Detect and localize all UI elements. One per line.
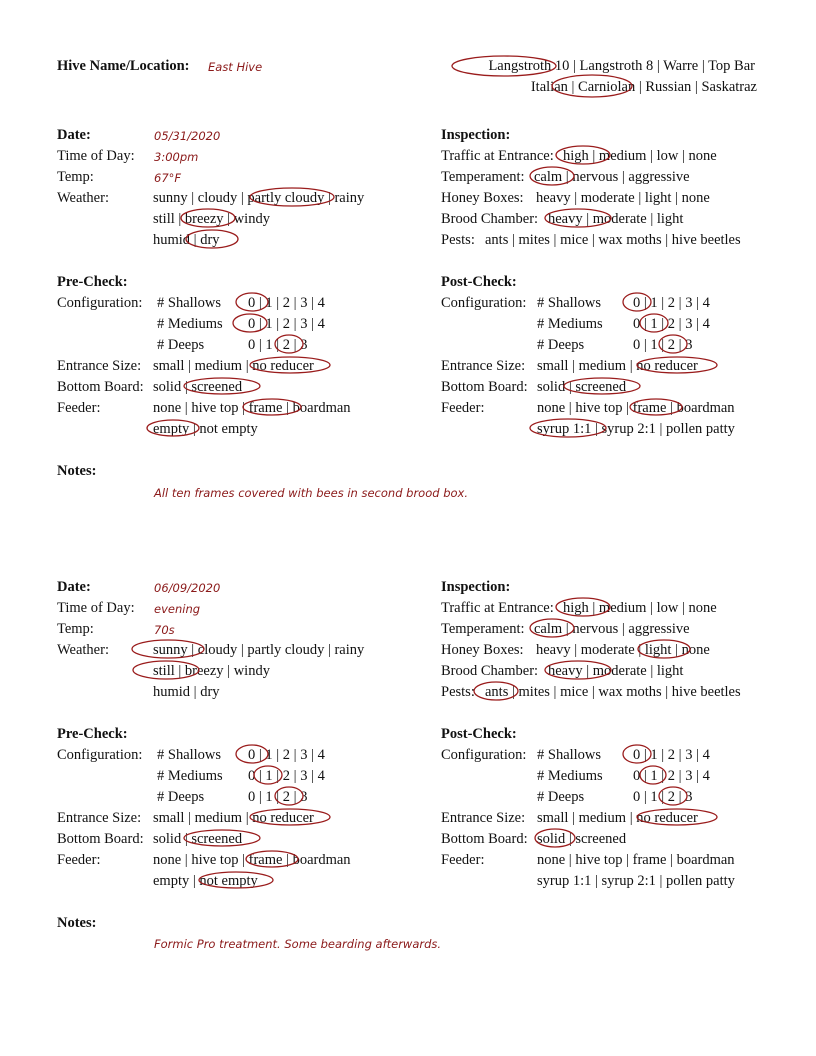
precheck-heading: Pre-Check:: [57, 274, 128, 290]
temperament-options: calm | nervous | aggressive: [534, 169, 690, 185]
feeder-options: none | hive top | frame | boardman: [537, 400, 735, 416]
postcheck-heading: Post-Check:: [441, 274, 517, 290]
entrance-label: Entrance Size:: [441, 810, 526, 826]
feeder-label: Feeder:: [57, 400, 101, 416]
feeder-syrup-options: syrup 1:1 | syrup 2:1 | pollen patty: [537, 421, 735, 437]
bottom-board-label: Bottom Board:: [57, 831, 144, 847]
inspection-heading: Inspection:: [441, 579, 511, 595]
feeder-syrup-options: syrup 1:1 | syrup 2:1 | pollen patty: [537, 873, 735, 889]
weather-humidity-options: humid | dry: [153, 232, 220, 248]
shallows-label: # Shallows: [537, 747, 602, 763]
traffic-label: Traffic at Entrance:: [441, 600, 554, 616]
entrance-options: small | medium | no reducer: [153, 810, 314, 826]
pests-options: ants | mites | mice | wax moths | hive beetles: [485, 684, 741, 700]
temp-value: 67°F: [154, 171, 181, 185]
entrance-options: small | medium | no reducer: [153, 358, 314, 374]
weather-sky-options: sunny | cloudy | partly cloudy | rainy: [153, 642, 365, 658]
traffic-options: high | medium | low | none: [563, 600, 717, 616]
feeder-options: none | hive top | frame | boardman: [153, 400, 351, 416]
deeps-label: # Deeps: [537, 789, 585, 805]
honey-boxes-label: Honey Boxes:: [441, 642, 524, 658]
time-value: 3:00pm: [154, 150, 199, 164]
bottom-board-label: Bottom Board:: [441, 379, 528, 395]
deeps-options: 0 | 1 | 2 | 3: [633, 337, 693, 353]
temperament-label: Temperament:: [441, 621, 525, 637]
mediums-options: 0 | 1 | 2 | 3 | 4: [633, 768, 710, 784]
honey-boxes-label: Honey Boxes:: [441, 190, 524, 206]
bottom-board-options: solid | screened: [537, 831, 627, 847]
notes-value: Formic Pro treatment. Some bearding afterwards.: [154, 937, 442, 951]
feeder-options: none | hive top | frame | boardman: [537, 852, 735, 868]
configuration-label: Configuration:: [441, 295, 527, 311]
bottom-board-options: solid | screened: [153, 379, 243, 395]
honey-boxes-options: heavy | moderate | light | none: [536, 642, 710, 658]
weather-label: Weather:: [57, 642, 109, 658]
deeps-options: 0 | 1 | 2 | 3: [248, 789, 308, 805]
entrance-label: Entrance Size:: [441, 358, 526, 374]
entrance-label: Entrance Size:: [57, 810, 142, 826]
mediums-options: 0 | 1 | 2 | 3 | 4: [248, 316, 325, 332]
date-value: 06/09/2020: [154, 581, 221, 595]
shallows-options: 0 | 1 | 2 | 3 | 4: [633, 295, 710, 311]
date-label: Date:: [57, 127, 91, 143]
deeps-label: # Deeps: [157, 337, 205, 353]
bottom-board-options: solid | screened: [537, 379, 627, 395]
pests-label: Pests:: [441, 232, 475, 248]
feeder-options: none | hive top | frame | boardman: [153, 852, 351, 868]
pests-options: ants | mites | mice | wax moths | hive beetles: [485, 232, 741, 248]
inspection-heading: Inspection:: [441, 127, 511, 143]
brood-chamber-options: heavy | moderate | light: [548, 663, 684, 679]
weather-wind-options: still | breezy | windy: [153, 211, 270, 227]
feeder-fill-options: empty | not empty: [153, 873, 258, 889]
hive-name-value: East Hive: [208, 60, 263, 74]
mediums-label: # Mediums: [537, 768, 603, 784]
shallows-options: 0 | 1 | 2 | 3 | 4: [248, 295, 325, 311]
temperament-label: Temperament:: [441, 169, 525, 185]
configuration-label: Configuration:: [57, 747, 143, 763]
shallows-label: # Shallows: [157, 747, 222, 763]
time-label: Time of Day:: [57, 600, 135, 616]
shallows-label: # Shallows: [157, 295, 222, 311]
hive-type-options: Langstroth 10 | Langstroth 8 | Warre | Top Bar: [488, 58, 755, 74]
weather-sky-options: sunny | cloudy | partly cloudy | rainy: [153, 190, 365, 206]
temperament-options: calm | nervous | aggressive: [534, 621, 690, 637]
bottom-board-label: Bottom Board:: [441, 831, 528, 847]
brood-chamber-label: Brood Chamber:: [441, 211, 539, 227]
deeps-options: 0 | 1 | 2 | 3: [633, 789, 693, 805]
honey-boxes-options: heavy | moderate | light | none: [536, 190, 710, 206]
notes-value: All ten frames covered with bees in second brood box.: [154, 486, 468, 500]
bottom-board-options: solid | screened: [153, 831, 243, 847]
shallows-options: 0 | 1 | 2 | 3 | 4: [633, 747, 710, 763]
hive-name-label: Hive Name/Location:: [57, 58, 190, 74]
temp-value: 70s: [154, 623, 175, 637]
mediums-options: 0 | 1 | 2 | 3 | 4: [633, 316, 710, 332]
time-value: evening: [154, 602, 201, 616]
weather-wind-options: still | breezy | windy: [153, 663, 270, 679]
pests-label: Pests:: [441, 684, 475, 700]
temp-label: Temp:: [57, 621, 94, 637]
deeps-label: # Deeps: [157, 789, 205, 805]
notes-label: Notes:: [57, 463, 97, 479]
configuration-label: Configuration:: [441, 747, 527, 763]
mediums-label: # Mediums: [537, 316, 603, 332]
date-value: 05/31/2020: [154, 129, 221, 143]
brood-chamber-options: heavy | moderate | light: [548, 211, 684, 227]
date-label: Date:: [57, 579, 91, 595]
configuration-label: Configuration:: [57, 295, 143, 311]
traffic-label: Traffic at Entrance:: [441, 148, 554, 164]
notes-label: Notes:: [57, 915, 97, 931]
entrance-options: small | medium | no reducer: [537, 810, 698, 826]
temp-label: Temp:: [57, 169, 94, 185]
brood-chamber-label: Brood Chamber:: [441, 663, 539, 679]
bottom-board-label: Bottom Board:: [57, 379, 144, 395]
mediums-label: # Mediums: [157, 316, 223, 332]
entrance-options: small | medium | no reducer: [537, 358, 698, 374]
feeder-fill-options: empty | not empty: [153, 421, 258, 437]
shallows-label: # Shallows: [537, 295, 602, 311]
feeder-label: Feeder:: [441, 852, 485, 868]
deeps-options: 0 | 1 | 2 | 3: [248, 337, 308, 353]
deeps-label: # Deeps: [537, 337, 585, 353]
traffic-options: high | medium | low | none: [563, 148, 717, 164]
precheck-heading: Pre-Check:: [57, 726, 128, 742]
time-label: Time of Day:: [57, 148, 135, 164]
shallows-options: 0 | 1 | 2 | 3 | 4: [248, 747, 325, 763]
feeder-label: Feeder:: [441, 400, 485, 416]
entrance-label: Entrance Size:: [57, 358, 142, 374]
weather-label: Weather:: [57, 190, 109, 206]
weather-humidity-options: humid | dry: [153, 684, 220, 700]
bee-type-options: Italian | Carniolan | Russian | Saskatraz: [530, 79, 757, 95]
feeder-label: Feeder:: [57, 852, 101, 868]
postcheck-heading: Post-Check:: [441, 726, 517, 742]
mediums-options: 0 | 1 | 2 | 3 | 4: [248, 768, 325, 784]
mediums-label: # Mediums: [157, 768, 223, 784]
